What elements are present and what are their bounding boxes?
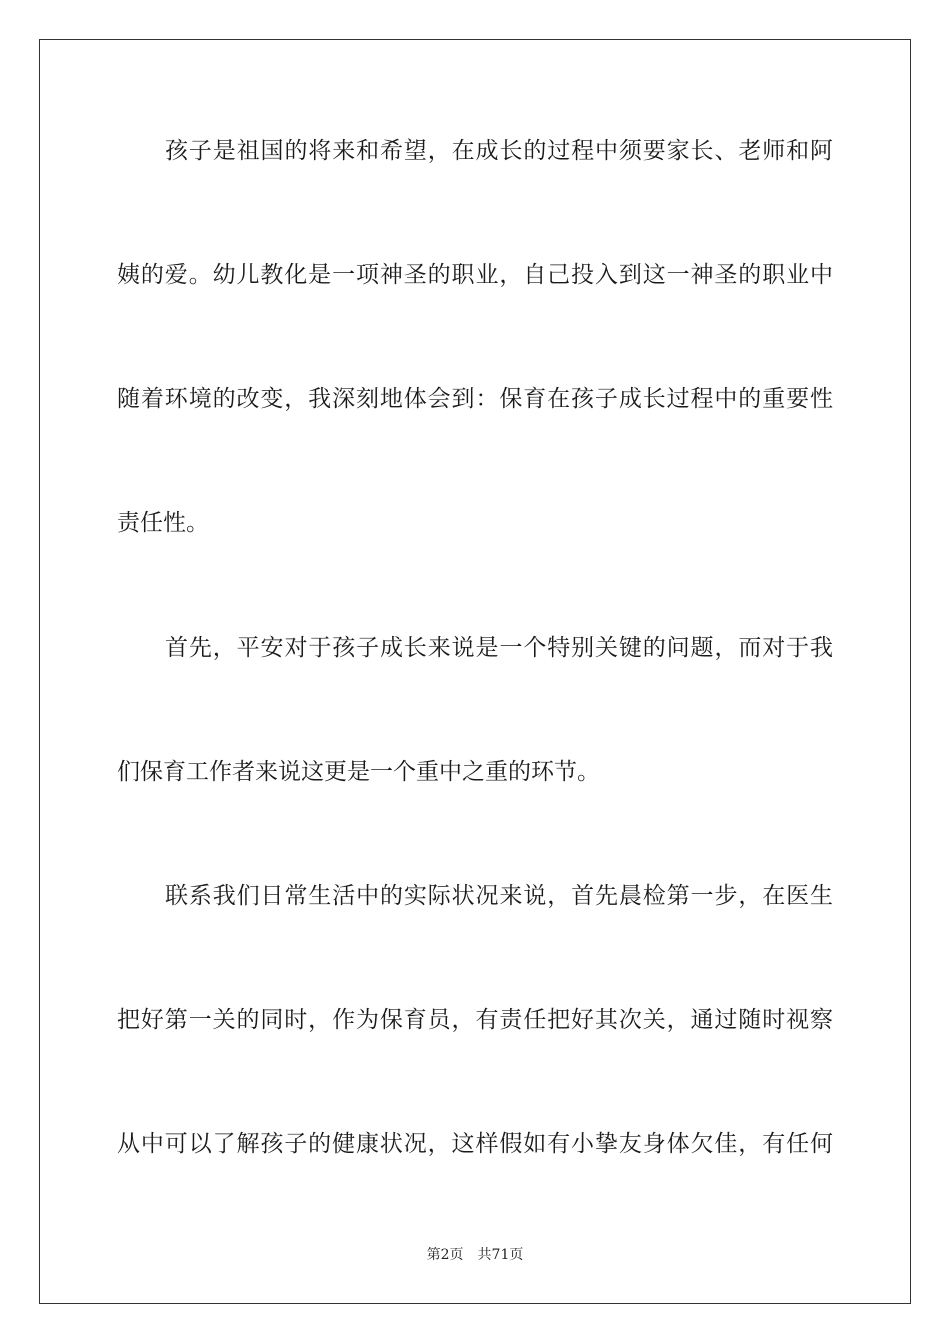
page-number-footer: 第2页 共71页 [426,1247,524,1263]
text-line-5: 首先，平安对于孩子成长来说是一个特别关键的问题，而对于我 [165,635,833,661]
text-line-1: 孩子是祖国的将来和希望，在成长的过程中须要家长、老师和阿 [165,138,833,164]
text-line-2: 姨的爱。幼儿教化是一项神圣的职业，自己投入到这一神圣的职业中 [117,262,833,288]
text-line-6: 们保育工作者来说这更是一个重中之重的环节。 [117,759,600,785]
text-line-8: 把好第一关的同时，作为保育员，有责任把好其次关，通过随时视察 [117,1007,833,1033]
text-line-4: 责任性。 [117,510,209,536]
text-line-9: 从中可以了解孩子的健康状况，这样假如有小挚友身体欠佳，有任何 [117,1131,833,1157]
page-frame [39,39,911,1304]
text-line-3: 随着环境的改变，我深刻地体会到：保育在孩子成长过程中的重要性 [117,386,833,412]
text-line-7: 联系我们日常生活中的实际状况来说，首先晨检第一步，在医生 [165,883,833,909]
